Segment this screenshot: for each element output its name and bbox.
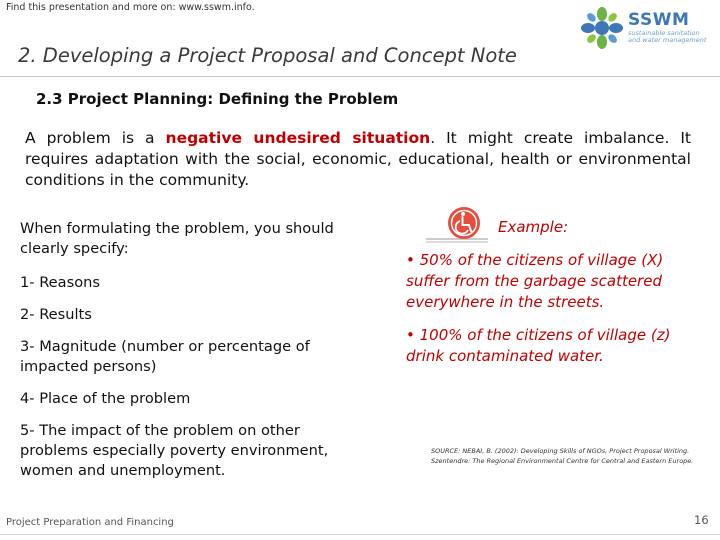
- logo-title: SSWM: [628, 10, 690, 30]
- intro-text-end: . It might create imbalance. It requires adaptation with the social, economic, educational, health or environmental conditions in the community.: [25, 129, 691, 189]
- accessibility-icon: [424, 203, 490, 245]
- list-item: 2- Results: [20, 306, 92, 323]
- source-link-text: Find this presentation and more on: www.sswm.info.: [6, 2, 255, 13]
- criteria-lead: When formulating the problem, you should clearly specify:: [20, 220, 334, 257]
- example-item: • 50% of the citizens of village (X) suffer from the garbage scattered everywhere in the streets.: [406, 251, 664, 311]
- list-item: 1- Reasons: [20, 274, 100, 291]
- list-item: 3- Magnitude (number or percentage of impacted persons): [20, 338, 310, 375]
- example-heading: Example:: [498, 218, 569, 236]
- footer-divider: [0, 534, 720, 535]
- logo-subtitle-line-1: sustainable sanitation: [628, 29, 700, 37]
- list-item: 5- The impact of the problem on other problems especially poverty environment, women and unemployment.: [20, 422, 329, 479]
- title-divider: [0, 76, 720, 77]
- intro-text-start: A problem is a: [25, 129, 166, 147]
- list-item: 4- Place of the problem: [20, 390, 191, 407]
- problem-criteria-list: [20, 219, 376, 481]
- intro-paragraph: [25, 128, 691, 191]
- section-subtitle: 2.3 Project Planning: Defining the Problem: [36, 90, 399, 108]
- intro-highlight: negative undesired situation: [165, 129, 431, 147]
- slide-title: 2. Developing a Project Proposal and Concept Note: [18, 44, 517, 67]
- logo-subtitle: [628, 30, 706, 44]
- example-item: • 100% of the citizens of village (z) drink contaminated water.: [406, 326, 671, 365]
- sswm-logo: [577, 6, 717, 50]
- sswm-logo-icon: [579, 6, 625, 50]
- footer-label: Project Preparation and Financing: [6, 517, 174, 528]
- source-citation: SOURCE: NEBAI, B. (2002): Developing Skills of NGOs, Project Proposal Writing. Szentendre: The Regional Environmental Centre for Central and Eastern Europe.: [431, 447, 694, 465]
- page-number: 16: [694, 513, 709, 527]
- logo-subtitle-line-2: and water management: [628, 36, 707, 44]
